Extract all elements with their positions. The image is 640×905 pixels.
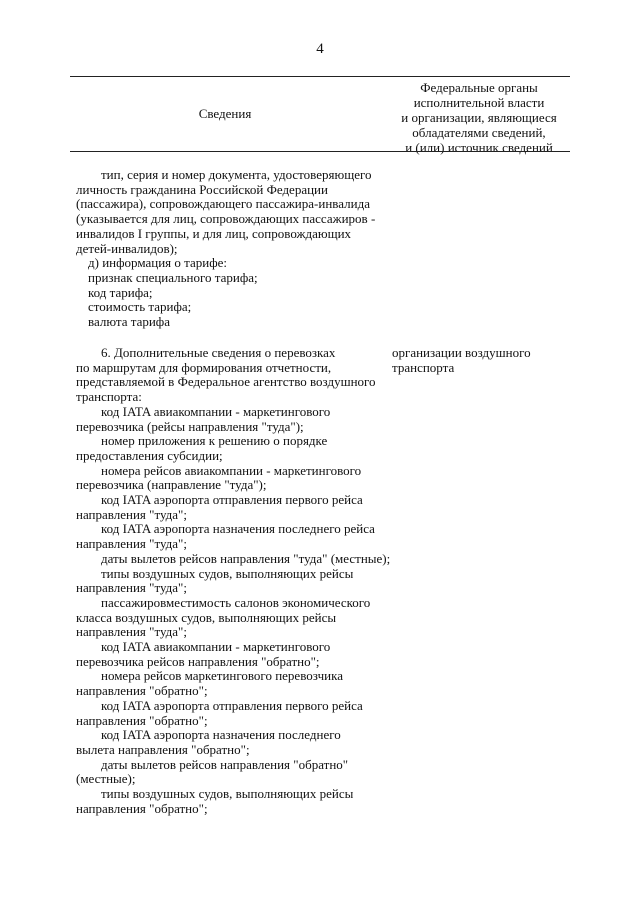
text-line: стоимость тарифа; <box>88 299 192 315</box>
text-line: валюта тарифа <box>88 314 170 330</box>
text-line: направления "туда"; <box>76 580 187 596</box>
header-right-line: Федеральные органы <box>420 80 538 95</box>
text-line: инвалидов I группы, и для лиц, сопровождающих <box>76 225 352 241</box>
text-line: номер приложения к решению о порядке <box>101 433 328 449</box>
text-line: (местные); <box>76 771 136 787</box>
text-line: код тарифа; <box>88 284 153 300</box>
text-line: транспорта: <box>76 389 142 405</box>
text-line: 6. Дополнительные сведения о перевозках <box>101 345 336 360</box>
text-line: представляемой в Федеральное агентство воздушного <box>76 374 376 390</box>
text-line: признак специального тарифа; <box>88 269 258 285</box>
text-line: направления "туда"; <box>76 624 187 640</box>
text-line: (указывается для лиц, сопровождающих пассажиров - <box>76 211 376 227</box>
text-line: тип, серия и номер документа, удостоверяющего <box>101 167 372 182</box>
text-line: код IATA аэропорта назначения последнего рейса <box>101 521 375 537</box>
source-line: организации воздушного <box>392 345 531 360</box>
text-line: вылета направления "обратно"; <box>76 741 250 757</box>
text-line: направления "туда"; <box>76 506 187 522</box>
text-line: д) информация о тарифе: <box>88 255 228 271</box>
text-line: даты вылетов рейсов направления "обратно" <box>101 756 349 772</box>
table-header-bottom-rule <box>70 151 570 152</box>
text-line: направления "туда"; <box>76 536 187 552</box>
text-line: номера рейсов маркетингового перевозчика <box>101 668 343 684</box>
text-line: направления "обратно"; <box>76 800 208 816</box>
header-right-line: исполнительной власти <box>413 95 545 110</box>
text-line: детей-инвалидов); <box>76 240 178 256</box>
text-line: код IATA авиакомпании - маркетингового <box>101 403 331 419</box>
text-line: перевозчика (рейсы направления "туда"); <box>76 418 304 434</box>
text-line: код IATA аэропорта назначения последнего <box>101 727 341 743</box>
text-line: (пассажира), сопровождающего пассажира-инвалида <box>76 196 370 212</box>
text-line: код IATA аэропорта отправления первого рейса <box>101 697 363 713</box>
header-right-line: и организации, являющиеся <box>401 110 557 125</box>
source-line: транспорта <box>392 359 455 375</box>
text-line: перевозчика (направление "туда"); <box>76 477 267 493</box>
additional-info-block <box>76 346 396 817</box>
text-line: типы воздушных судов, выполняющих рейсы <box>101 565 354 581</box>
text-line: предоставления субсидии; <box>76 447 223 463</box>
text-line: направления "обратно"; <box>76 712 208 728</box>
text-line: по маршрутам для формирования отчетности, <box>76 359 332 375</box>
tariff-info-block <box>76 168 396 330</box>
header-right-line: и (или) источник сведений <box>405 140 553 155</box>
text-line: перевозчика рейсов направления "обратно"; <box>76 653 320 669</box>
text-line: направления "обратно"; <box>76 683 208 699</box>
text-line: типы воздушных судов, выполняющих рейсы <box>101 786 354 802</box>
source-organizations-cell <box>392 346 572 375</box>
text-line: класса воздушных судов, выполняющих рейсы <box>76 609 337 625</box>
header-left-cell: Сведения <box>198 106 252 121</box>
page-number: 4 <box>316 41 324 57</box>
table-header-top-rule <box>70 76 570 77</box>
text-line: код IATA авиакомпании - маркетингового <box>101 639 331 655</box>
header-right-line: обладателями сведений, <box>412 125 546 140</box>
text-line: номера рейсов авиакомпании - маркетингового <box>101 462 362 478</box>
header-right-cell <box>388 80 570 155</box>
text-line: код IATA аэропорта отправления первого рейса <box>101 492 363 508</box>
text-line: пассажировместимость салонов экономического <box>101 594 371 610</box>
text-line: даты вылетов рейсов направления "туда" (местные); <box>101 550 391 566</box>
text-line: личность гражданина Российской Федерации <box>76 181 328 197</box>
